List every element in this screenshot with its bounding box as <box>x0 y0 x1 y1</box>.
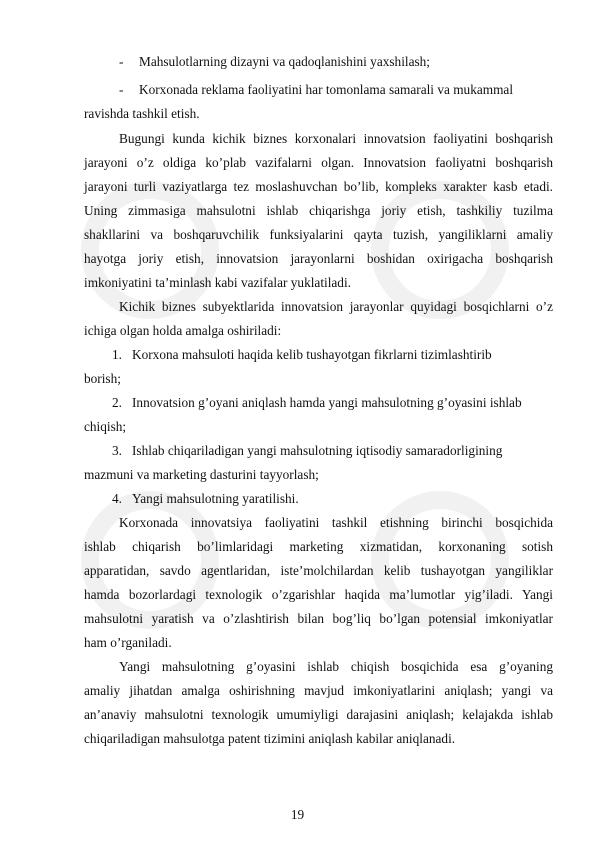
paragraph-line: jarayoni o’z oldiga ko’plab vazifalarni olgan. Innovatsion faoliyatni boshqarish <box>84 155 553 170</box>
paragraph-line: imkoniyatini ta’minlash kabi vazifalar yuklatiladi. <box>84 275 351 290</box>
list-item-text: Innovatsion g’oyani aniqlash hamda yangi mahsulotning g’oyasini ishlab <box>132 395 522 410</box>
page-number: 19 <box>290 807 305 822</box>
paragraph-line: ham o’rganiladi. <box>84 635 172 650</box>
list-number: 1. <box>112 347 122 362</box>
paragraph-line: Kichik biznes subyektlarida innovatsion jarayonlar quyidagi bosqichlarni o’z <box>119 299 553 314</box>
bullet-marker: - <box>119 82 124 97</box>
paragraph-line: Korxonada innovatsiya faoliyatini tashkil etishning birinchi bosqichida <box>119 515 553 530</box>
paragraph-line: jarayoni turli vaziyatlarga tez moslashuvchan bo’lib, kompleks xarakter kasb etadi. <box>84 179 553 194</box>
list-number: 3. <box>112 443 122 458</box>
paragraph-line: Uning zimmasiga mahsulotni ishlab chiqarishga joriy etish, tashkiliy tuzilma <box>84 203 553 218</box>
bullet-continuation: ravishda tashkil etish. <box>84 106 200 121</box>
paragraph-line: ishlab chiqarish bo’limlaridagi marketing xizmatidan, korxonaning sotish <box>84 539 553 554</box>
paragraph-line: apparatidan, savdo agentlaridan, iste’molchilardan kelib tushayotgan yangiliklar <box>84 563 553 578</box>
list-item-continuation: borish; <box>84 371 121 386</box>
list-item-text: Yangi mahsulotning yaratilishi. <box>132 491 299 506</box>
paragraph-line: mahsulotni yaratish va o’zlashtirish bilan bog’liq bo’lgan potensial imkoniyatlar <box>84 611 553 626</box>
paragraph-line: ichiga olgan holda amalga oshiriladi: <box>84 323 282 338</box>
bullet-marker: - <box>119 54 124 69</box>
paragraph-line: hayotga joriy etish, innovatsion jarayonlarni boshidan oxirigacha boshqarish <box>84 251 553 266</box>
list-number: 2. <box>112 395 122 410</box>
paragraph-line: an’anaviy mahsulotni texnologik umumiyligi darajasini aniqlash; kelajakda ishlab <box>84 707 553 722</box>
bullet-text: Mahsulotlarning dizayni va qadoqlanishini yaxshilash; <box>139 54 431 69</box>
paragraph-line: hamda bozorlardagi texnologik o’zgarishlar haqida ma’lumotlar yig’iladi. Yangi <box>84 587 553 602</box>
list-item-continuation: chiqish; <box>84 419 127 434</box>
list-item-text: Ishlab chiqariladigan yangi mahsulotning iqtisodiy samaradorligining <box>132 443 503 458</box>
paragraph-line: amaliy jihatdan amalga oshirishning mavjud imkoniyatlarini aniqlash; yangi va <box>84 683 553 698</box>
bullet-text: Korxonada reklama faoliyatini har tomonlama samarali va mukammal <box>139 82 514 97</box>
paragraph-line: shakllarini va boshqaruvchilik funksiyalarini qayta tuzish, yangiliklarni amaliy <box>84 227 553 242</box>
list-item-text: Korxona mahsuloti haqida kelib tushayotgan fikrlarni tizimlashtirib <box>132 347 492 362</box>
paragraph-line: chiqariladigan mahsulotga patent tizimini aniqlash kabilar aniqlanadi. <box>84 731 456 746</box>
paragraph-line: Bugungi kunda kichik biznes korxonalari innovatsion faoliyatini boshqarish <box>119 131 553 146</box>
list-item-continuation: mazmuni va marketing dasturini tayyorlash; <box>84 467 319 482</box>
list-number: 4. <box>112 491 122 506</box>
paragraph-line: Yangi mahsulotning g’oyasini ishlab chiqish bosqichida esa g’oyaning <box>119 659 553 674</box>
